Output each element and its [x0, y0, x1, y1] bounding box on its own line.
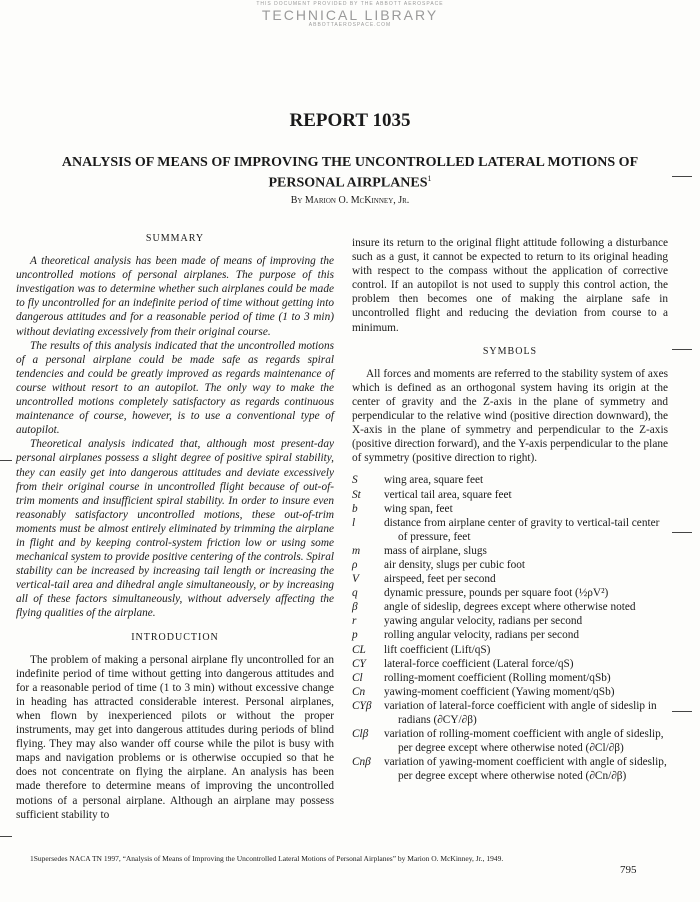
symbols-list [352, 473, 668, 783]
margin-mark [0, 836, 12, 837]
symbol-definition: dynamic pressure, pounds per square foot (½ρV²) [384, 587, 609, 600]
introduction-heading: INTRODUCTION [131, 631, 219, 643]
title-footnote-mark: 1 [427, 174, 432, 183]
symbol: Cl [352, 671, 363, 684]
paper-title [40, 155, 660, 192]
left-column [16, 230, 334, 822]
symbol-entry [352, 586, 668, 600]
symbol-entry [352, 657, 668, 671]
symbol-entry [352, 685, 668, 699]
symbol-definition: vertical tail area, square feet [384, 488, 512, 501]
right-column [352, 236, 668, 783]
watermark-line1: THIS DOCUMENT PROVIDED BY THE ABBOTT AEROSPACE [256, 1, 444, 7]
paper-title-text: ANALYSIS OF MEANS OF IMPROVING THE UNCONTROLLED LATERAL MOTIONS OF PERSONAL AIRPLANES [61, 155, 639, 191]
symbol-definition: mass of airplane, slugs [384, 544, 487, 557]
symbol-definition: lateral-force coefficient (Lateral force/qS) [384, 657, 574, 670]
symbol-definition: air density, slugs per cubic foot [384, 558, 526, 571]
summary-paragraph-2: The results of this analysis indicated that the uncontrolled motions of a personal airplane could be made safe as regards spiral tendencies and could be greatly improved as regards maintenance of course without resort to an autopilot. The only way to make the uncontrolled motions completely satisfactory as regards continuous maintenance of course, however, is to use a conventional type of autopilot. [16, 339, 334, 437]
summary-paragraph-3: Theoretical analysis indicated that, although most present-day personal airplanes possess a slight degree of positive spiral stability, they can easily get into dangerous attitudes and deviate excessively from their original course in uncontrolled flight because of out-of-trim moments and insufficient spiral stability. In order to insure even reasonably satisfactory uncontrolled motions, these out-of-trim moments must be almost entirely eliminated by trimming the airplane in flight and by keeping control-system friction low or using some mechanical system to provide positive centering of the controls. Spiral stability can be increased by increasing tail length or increasing the vertical-tail area and dihedral angle simultaneously, or by increasing all of these factors simultaneously, without adversely affecting the flying qualities of the airplane. [16, 438, 334, 620]
symbol: CYβ [352, 699, 372, 712]
symbol-definition: airspeed, feet per second [384, 573, 496, 586]
symbol: Clβ [352, 728, 369, 741]
symbol-entry [352, 755, 668, 783]
symbol-entry [352, 614, 668, 628]
symbol-definition: variation of rolling-moment coefficient with angle of sideslip, per degree except where otherwise noted (∂Cl/∂β) [384, 728, 664, 755]
watermark-url: ABBOTTAEROSPACE.COM [308, 22, 392, 28]
report-number: REPORT 1035 [289, 110, 411, 131]
symbol-definition: wing area, square feet [384, 474, 484, 487]
symbol-definition: wing span, feet [384, 502, 453, 515]
symbol: CY [352, 657, 366, 670]
symbol: Cn [352, 685, 366, 698]
introduction-paragraph: The problem of making a personal airplane fly uncontrolled for an indefinite period of time without getting into dangerous attitudes and for a reasonable period of time (1 to 3 min) without excessive change in heading has attracted considerable interest. Personal airplanes, when flown by inexperienced pilots or without the proper instruments, may get into dangerous attitudes during periods of blind flying. They may also wander off course while the pilot is busy with maps and navigation problems or is otherwise occupied so that he does not concentrate on flying the airplane. An analysis has been made therefore to determine means of improving the uncontrolled motions of a personal airplane. Although an airplane may possess sufficient stability to [16, 653, 334, 821]
symbol-entry [352, 671, 668, 685]
summary-paragraph-1: A theoretical analysis has been made of means of improving the uncontrolled motions of personal airplanes. The purpose of this investigation was to determine whether such airplanes could be made to fly uncontrolled for an indefinite period of time without getting into dangerous attitudes and for a reasonable period of time (1 to 3 min) without deviating excessively from their original course. [16, 255, 334, 338]
symbol: CL [352, 643, 366, 656]
symbol: Cnβ [352, 756, 371, 769]
symbol-entry [352, 502, 668, 516]
symbol-definition: rolling-moment coefficient (Rolling moment/qSb) [384, 671, 611, 684]
symbol-entry [352, 699, 668, 727]
symbol-entry [352, 558, 668, 572]
margin-mark [672, 711, 692, 712]
watermark [0, 2, 700, 28]
symbol-definition: variation of lateral-force coefficient with angle of sideslip in radians (∂CY/∂β) [384, 699, 657, 726]
symbol-entry [352, 516, 668, 544]
author: By Marion O. McKinney, Jr. [290, 195, 410, 206]
symbol: p [352, 629, 358, 642]
intro-continuation: insure its return to the original flight attitude following a disturbance such as a gust, it cannot be expected to return to its original heading with respect to the compass without the application of corrective control. If an autopilot is not used to supply this control action, the problem then becomes one of making the airplane safe in uncontrolled flight and reducing the deviation from course to a minimum. [352, 237, 668, 334]
symbols-intro: All forces and moments are referred to the stability system of axes which is defined as an orthogonal system having its origin at the center of gravity and the Z-axis in the plane of symmetry and perpendicular to the relative wind (positive direction downward), the X-axis in the plane of symmetry and perpendicular to the Z-axis (positive direction forward), and the Y-axis perpendicular to the plane of symmetry (positive direction to right). [352, 367, 668, 465]
symbol-entry [352, 572, 668, 586]
margin-mark [672, 176, 692, 177]
symbol-entry [352, 600, 668, 614]
symbol-definition: variation of yawing-moment coefficient with angle of sideslip, per degree except where otherwise noted (∂Cn/∂β) [384, 756, 667, 783]
symbol: l [352, 516, 356, 529]
symbol-entry [352, 488, 668, 502]
symbols-heading: SYMBOLS [482, 345, 538, 357]
margin-mark [672, 532, 692, 533]
symbol: S [352, 474, 358, 487]
symbol-definition: distance from airplane center of gravity to vertical-tail center of pressure, feet [384, 516, 660, 543]
symbol-entry [352, 473, 668, 487]
symbol: r [352, 615, 357, 628]
symbol: b [352, 502, 358, 515]
watermark-title: TECHNICAL LIBRARY [261, 7, 439, 23]
symbol-definition: yawing-moment coefficient (Yawing moment/qSb) [384, 685, 615, 698]
symbol: q [352, 587, 358, 600]
symbol: V [352, 573, 359, 586]
margin-mark [0, 460, 12, 461]
symbol-definition: angle of sideslip, degrees except where otherwise noted [384, 601, 636, 614]
symbol: ρ [352, 558, 358, 571]
symbol: m [352, 544, 361, 557]
summary-heading: SUMMARY [145, 233, 205, 244]
symbol: β [352, 601, 358, 614]
symbol-entry [352, 727, 668, 755]
symbol-entry [352, 628, 668, 642]
symbol-definition: rolling angular velocity, radians per second [384, 629, 580, 642]
footnote: 1Supersedes NACA TN 1997, “Analysis of Means of Improving the Uncontrolled Lateral Motions of Personal Airplanes” by Marion O. McKinney, Jr., 1949. [30, 854, 504, 863]
symbol-definition: yawing angular velocity, radians per second [384, 615, 583, 628]
symbol: St [352, 488, 361, 501]
symbol-entry [352, 643, 668, 657]
page-number: 795 [620, 864, 637, 876]
symbol-definition: lift coefficient (Lift/qS) [384, 643, 491, 656]
symbol-entry [352, 544, 668, 558]
margin-mark [672, 349, 692, 350]
